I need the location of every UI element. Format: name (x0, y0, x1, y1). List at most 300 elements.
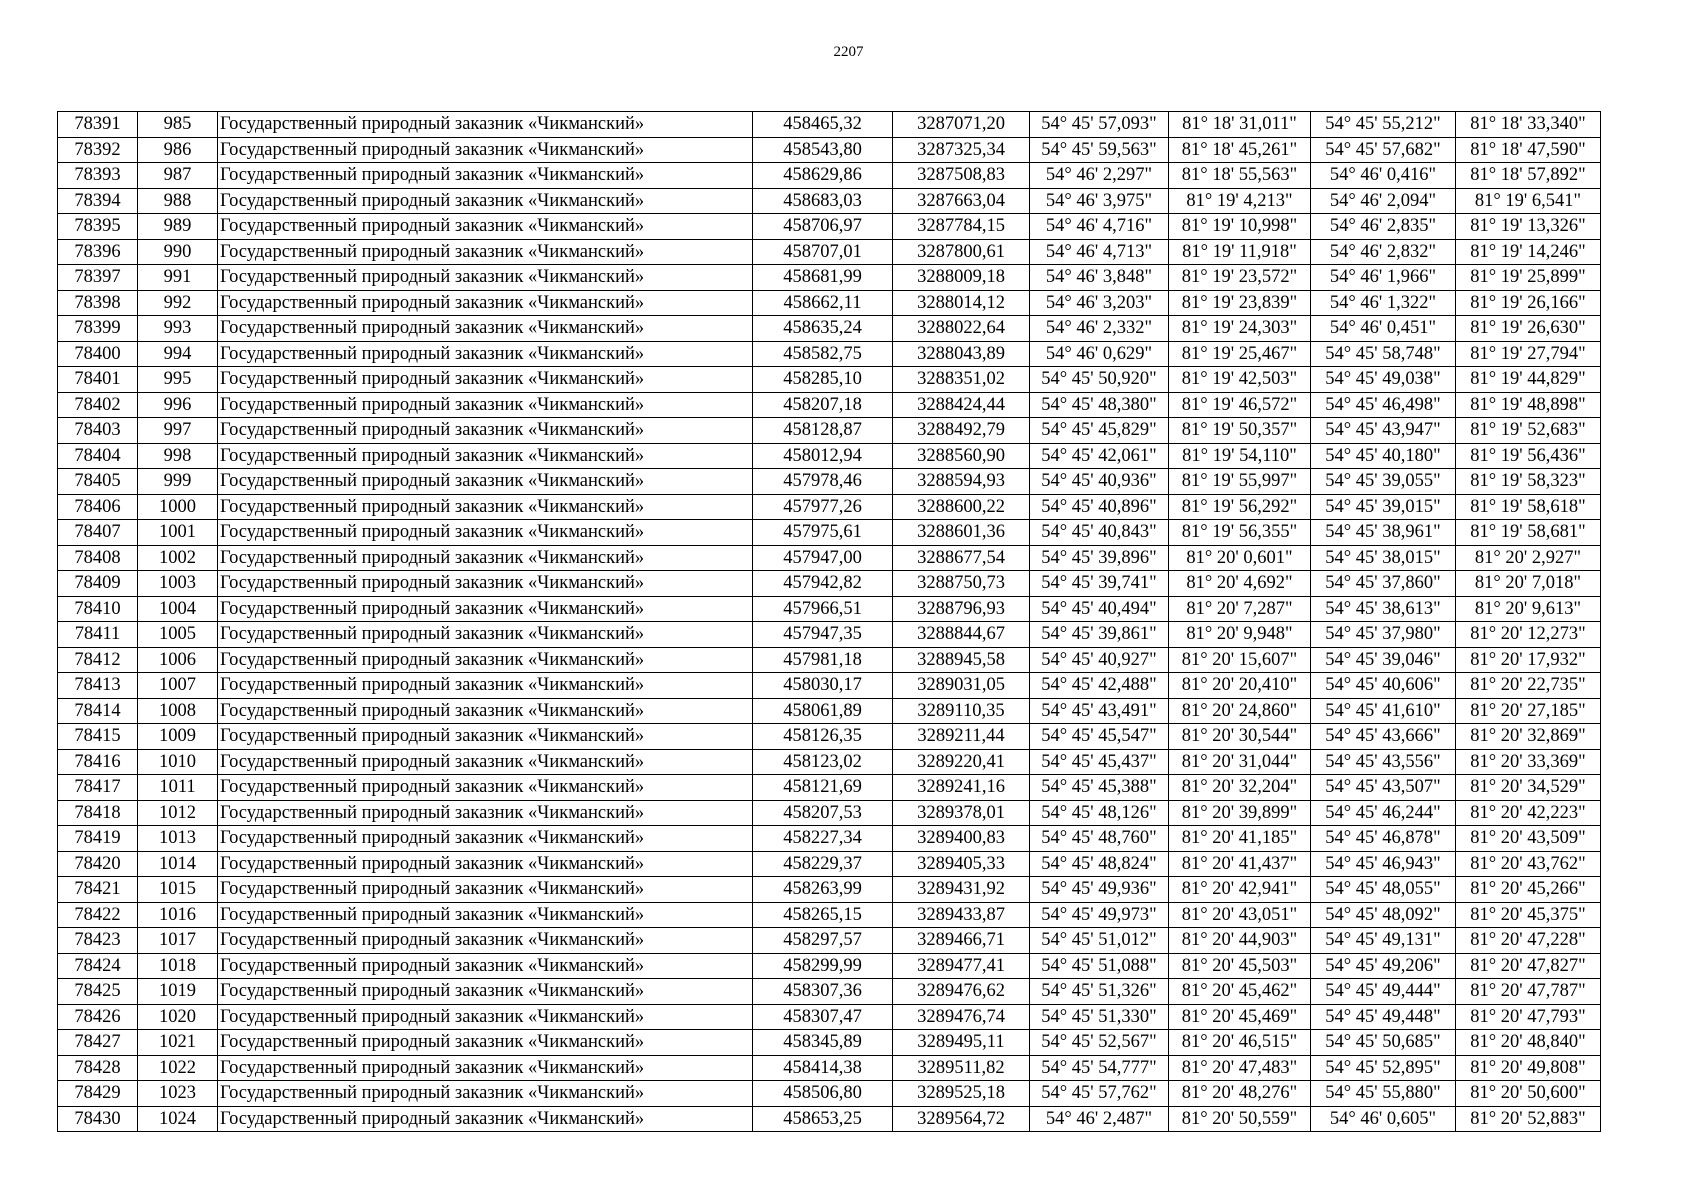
longitude-2-cell: 81° 19' 48,898" (1456, 392, 1601, 418)
table-row (58, 239, 1601, 265)
longitude-2-cell: 81° 19' 13,326" (1456, 214, 1601, 240)
table-row (58, 596, 1601, 622)
longitude-1-cell: 81° 20' 44,903" (1169, 928, 1311, 954)
point-number-cell: 1015 (138, 877, 218, 903)
longitude-1-cell: 81° 18' 55,563" (1169, 163, 1311, 189)
latitude-1-cell: 54° 45' 50,920" (1030, 367, 1169, 393)
point-number-cell: 1009 (138, 724, 218, 750)
coord-y-cell: 3289405,33 (893, 851, 1030, 877)
protected-area-name-cell: Государственный природный заказник «Чикманский» (218, 928, 753, 954)
point-number-cell: 1022 (138, 1055, 218, 1081)
longitude-2-cell: 81° 20' 47,228" (1456, 928, 1601, 954)
table-row (58, 341, 1601, 367)
protected-area-name-cell: Государственный природный заказник «Чикманский» (218, 1030, 753, 1056)
table-row (58, 214, 1601, 240)
point-number-cell: 1016 (138, 902, 218, 928)
latitude-1-cell: 54° 45' 51,088" (1030, 953, 1169, 979)
longitude-1-cell: 81° 19' 55,997" (1169, 469, 1311, 495)
point-number-cell: 1024 (138, 1106, 218, 1132)
longitude-2-cell: 81° 20' 45,266" (1456, 877, 1601, 903)
record-id-cell: 78401 (58, 367, 138, 393)
protected-area-name-cell: Государственный природный заказник «Чикманский» (218, 316, 753, 342)
record-id-cell: 78424 (58, 953, 138, 979)
latitude-2-cell: 54° 45' 48,055" (1311, 877, 1456, 903)
record-id-cell: 78421 (58, 877, 138, 903)
coord-x-cell: 458683,03 (753, 188, 893, 214)
record-id-cell: 78422 (58, 902, 138, 928)
longitude-2-cell: 81° 20' 17,932" (1456, 647, 1601, 673)
record-id-cell: 78407 (58, 520, 138, 546)
coord-y-cell: 3289511,82 (893, 1055, 1030, 1081)
coord-y-cell: 3287325,34 (893, 137, 1030, 163)
coord-x-cell: 458123,02 (753, 749, 893, 775)
coord-y-cell: 3288844,67 (893, 622, 1030, 648)
coord-y-cell: 3288043,89 (893, 341, 1030, 367)
table-row (58, 724, 1601, 750)
latitude-2-cell: 54° 45' 41,610" (1311, 698, 1456, 724)
latitude-2-cell: 54° 45' 37,980" (1311, 622, 1456, 648)
point-number-cell: 1000 (138, 494, 218, 520)
coord-x-cell: 458635,24 (753, 316, 893, 342)
coord-y-cell: 3289495,11 (893, 1030, 1030, 1056)
protected-area-name-cell: Государственный природный заказник «Чикманский» (218, 112, 753, 138)
latitude-2-cell: 54° 45' 58,748" (1311, 341, 1456, 367)
point-number-cell: 1012 (138, 800, 218, 826)
record-id-cell: 78396 (58, 239, 138, 265)
point-number-cell: 994 (138, 341, 218, 367)
coord-y-cell: 3289564,72 (893, 1106, 1030, 1132)
longitude-1-cell: 81° 19' 23,572" (1169, 265, 1311, 291)
protected-area-name-cell: Государственный природный заказник «Чикманский» (218, 418, 753, 444)
latitude-1-cell: 54° 45' 54,777" (1030, 1055, 1169, 1081)
table-row (58, 953, 1601, 979)
latitude-1-cell: 54° 46' 3,203" (1030, 290, 1169, 316)
latitude-1-cell: 54° 45' 40,494" (1030, 596, 1169, 622)
protected-area-name-cell: Государственный природный заказник «Чикманский» (218, 851, 753, 877)
record-id-cell: 78408 (58, 545, 138, 571)
record-id-cell: 78406 (58, 494, 138, 520)
latitude-2-cell: 54° 45' 50,685" (1311, 1030, 1456, 1056)
point-number-cell: 1014 (138, 851, 218, 877)
table-row (58, 647, 1601, 673)
coord-x-cell: 458126,35 (753, 724, 893, 750)
table-row (58, 443, 1601, 469)
protected-area-name-cell: Государственный природный заказник «Чикманский» (218, 775, 753, 801)
record-id-cell: 78425 (58, 979, 138, 1005)
longitude-2-cell: 81° 20' 7,018" (1456, 571, 1601, 597)
table-row (58, 265, 1601, 291)
record-id-cell: 78429 (58, 1081, 138, 1107)
latitude-2-cell: 54° 46' 0,605" (1311, 1106, 1456, 1132)
record-id-cell: 78423 (58, 928, 138, 954)
table-row (58, 392, 1601, 418)
record-id-cell: 78391 (58, 112, 138, 138)
coord-x-cell: 458207,53 (753, 800, 893, 826)
latitude-1-cell: 54° 45' 48,126" (1030, 800, 1169, 826)
latitude-2-cell: 54° 45' 43,507" (1311, 775, 1456, 801)
longitude-1-cell: 81° 18' 31,011" (1169, 112, 1311, 138)
table-row (58, 979, 1601, 1005)
record-id-cell: 78427 (58, 1030, 138, 1056)
latitude-2-cell: 54° 46' 0,416" (1311, 163, 1456, 189)
point-number-cell: 1003 (138, 571, 218, 597)
coord-y-cell: 3288014,12 (893, 290, 1030, 316)
table-row (58, 673, 1601, 699)
protected-area-name-cell: Государственный природный заказник «Чикманский» (218, 520, 753, 546)
coord-x-cell: 458414,38 (753, 1055, 893, 1081)
coord-y-cell: 3288945,58 (893, 647, 1030, 673)
point-number-cell: 1005 (138, 622, 218, 648)
coord-x-cell: 458229,37 (753, 851, 893, 877)
coord-x-cell: 457981,18 (753, 647, 893, 673)
point-number-cell: 999 (138, 469, 218, 495)
longitude-2-cell: 81° 20' 34,529" (1456, 775, 1601, 801)
coord-y-cell: 3288600,22 (893, 494, 1030, 520)
point-number-cell: 996 (138, 392, 218, 418)
longitude-1-cell: 81° 19' 25,467" (1169, 341, 1311, 367)
point-number-cell: 1011 (138, 775, 218, 801)
record-id-cell: 78404 (58, 443, 138, 469)
coordinates-table (57, 111, 1601, 1132)
latitude-2-cell: 54° 45' 55,212" (1311, 112, 1456, 138)
point-number-cell: 990 (138, 239, 218, 265)
coord-x-cell: 458465,32 (753, 112, 893, 138)
longitude-1-cell: 81° 20' 39,899" (1169, 800, 1311, 826)
table-row (58, 775, 1601, 801)
coord-y-cell: 3287071,20 (893, 112, 1030, 138)
longitude-1-cell: 81° 20' 15,607" (1169, 647, 1311, 673)
latitude-2-cell: 54° 45' 49,131" (1311, 928, 1456, 954)
coord-y-cell: 3289110,35 (893, 698, 1030, 724)
coord-y-cell: 3289431,92 (893, 877, 1030, 903)
protected-area-name-cell: Государственный природный заказник «Чикманский» (218, 367, 753, 393)
coord-x-cell: 458582,75 (753, 341, 893, 367)
coord-x-cell: 458121,69 (753, 775, 893, 801)
longitude-2-cell: 81° 19' 14,246" (1456, 239, 1601, 265)
latitude-1-cell: 54° 45' 49,936" (1030, 877, 1169, 903)
longitude-2-cell: 81° 20' 27,185" (1456, 698, 1601, 724)
coord-x-cell: 458265,15 (753, 902, 893, 928)
longitude-2-cell: 81° 20' 50,600" (1456, 1081, 1601, 1107)
protected-area-name-cell: Государственный природный заказник «Чикманский» (218, 545, 753, 571)
latitude-2-cell: 54° 45' 46,498" (1311, 392, 1456, 418)
coord-x-cell: 458012,94 (753, 443, 893, 469)
coord-y-cell: 3289476,74 (893, 1004, 1030, 1030)
longitude-1-cell: 81° 19' 56,292" (1169, 494, 1311, 520)
coord-y-cell: 3289400,83 (893, 826, 1030, 852)
protected-area-name-cell: Государственный природный заказник «Чикманский» (218, 443, 753, 469)
latitude-1-cell: 54° 45' 45,437" (1030, 749, 1169, 775)
record-id-cell: 78392 (58, 137, 138, 163)
longitude-1-cell: 81° 19' 42,503" (1169, 367, 1311, 393)
longitude-1-cell: 81° 19' 23,839" (1169, 290, 1311, 316)
longitude-2-cell: 81° 20' 2,927" (1456, 545, 1601, 571)
coord-y-cell: 3289241,16 (893, 775, 1030, 801)
latitude-1-cell: 54° 45' 39,896" (1030, 545, 1169, 571)
protected-area-name-cell: Государственный природный заказник «Чикманский» (218, 290, 753, 316)
longitude-1-cell: 81° 20' 31,044" (1169, 749, 1311, 775)
longitude-2-cell: 81° 20' 12,273" (1456, 622, 1601, 648)
latitude-2-cell: 54° 46' 2,094" (1311, 188, 1456, 214)
latitude-1-cell: 54° 45' 48,380" (1030, 392, 1169, 418)
coord-x-cell: 458307,36 (753, 979, 893, 1005)
record-id-cell: 78393 (58, 163, 138, 189)
latitude-2-cell: 54° 45' 49,444" (1311, 979, 1456, 1005)
record-id-cell: 78430 (58, 1106, 138, 1132)
longitude-1-cell: 81° 19' 10,998" (1169, 214, 1311, 240)
longitude-1-cell: 81° 19' 4,213" (1169, 188, 1311, 214)
latitude-1-cell: 54° 45' 59,563" (1030, 137, 1169, 163)
latitude-1-cell: 54° 45' 39,861" (1030, 622, 1169, 648)
table-row (58, 1004, 1601, 1030)
coord-x-cell: 458706,97 (753, 214, 893, 240)
point-number-cell: 1001 (138, 520, 218, 546)
record-id-cell: 78426 (58, 1004, 138, 1030)
latitude-2-cell: 54° 46' 2,835" (1311, 214, 1456, 240)
latitude-1-cell: 54° 46' 4,716" (1030, 214, 1169, 240)
coord-x-cell: 457978,46 (753, 469, 893, 495)
longitude-2-cell: 81° 19' 52,683" (1456, 418, 1601, 444)
coord-x-cell: 458128,87 (753, 418, 893, 444)
protected-area-name-cell: Государственный природный заказник «Чикманский» (218, 469, 753, 495)
coord-x-cell: 457942,82 (753, 571, 893, 597)
latitude-2-cell: 54° 45' 37,860" (1311, 571, 1456, 597)
point-number-cell: 992 (138, 290, 218, 316)
longitude-1-cell: 81° 20' 0,601" (1169, 545, 1311, 571)
longitude-1-cell: 81° 20' 20,410" (1169, 673, 1311, 699)
record-id-cell: 78403 (58, 418, 138, 444)
point-number-cell: 998 (138, 443, 218, 469)
latitude-1-cell: 54° 46' 3,848" (1030, 265, 1169, 291)
longitude-2-cell: 81° 20' 52,883" (1456, 1106, 1601, 1132)
page-number: 2207 (833, 44, 864, 60)
table-row (58, 469, 1601, 495)
longitude-2-cell: 81° 20' 9,613" (1456, 596, 1601, 622)
protected-area-name-cell: Государственный природный заказник «Чикманский» (218, 1055, 753, 1081)
coord-y-cell: 3289220,41 (893, 749, 1030, 775)
coord-y-cell: 3287784,15 (893, 214, 1030, 240)
latitude-1-cell: 54° 45' 57,093" (1030, 112, 1169, 138)
protected-area-name-cell: Государственный природный заказник «Чикманский» (218, 902, 753, 928)
table-row (58, 418, 1601, 444)
latitude-1-cell: 54° 45' 43,491" (1030, 698, 1169, 724)
latitude-2-cell: 54° 45' 48,092" (1311, 902, 1456, 928)
coord-x-cell: 458207,18 (753, 392, 893, 418)
point-number-cell: 989 (138, 214, 218, 240)
coord-x-cell: 458629,86 (753, 163, 893, 189)
table-row (58, 316, 1601, 342)
latitude-1-cell: 54° 45' 45,388" (1030, 775, 1169, 801)
coord-y-cell: 3287800,61 (893, 239, 1030, 265)
protected-area-name-cell: Государственный природный заказник «Чикманский» (218, 877, 753, 903)
latitude-1-cell: 54° 45' 51,330" (1030, 1004, 1169, 1030)
record-id-cell: 78409 (58, 571, 138, 597)
latitude-1-cell: 54° 46' 2,332" (1030, 316, 1169, 342)
longitude-1-cell: 81° 20' 30,544" (1169, 724, 1311, 750)
longitude-1-cell: 81° 18' 45,261" (1169, 137, 1311, 163)
latitude-1-cell: 54° 46' 4,713" (1030, 239, 1169, 265)
coord-y-cell: 3287663,04 (893, 188, 1030, 214)
table-row (58, 800, 1601, 826)
protected-area-name-cell: Государственный природный заказник «Чикманский» (218, 1106, 753, 1132)
latitude-2-cell: 54° 45' 55,880" (1311, 1081, 1456, 1107)
latitude-1-cell: 54° 45' 40,843" (1030, 520, 1169, 546)
latitude-2-cell: 54° 45' 52,895" (1311, 1055, 1456, 1081)
longitude-2-cell: 81° 18' 33,340" (1456, 112, 1601, 138)
longitude-2-cell: 81° 20' 49,808" (1456, 1055, 1601, 1081)
protected-area-name-cell: Государственный природный заказник «Чикманский» (218, 673, 753, 699)
point-number-cell: 985 (138, 112, 218, 138)
protected-area-name-cell: Государственный природный заказник «Чикманский» (218, 826, 753, 852)
coord-y-cell: 3289433,87 (893, 902, 1030, 928)
longitude-1-cell: 81° 20' 42,941" (1169, 877, 1311, 903)
table-row (58, 928, 1601, 954)
record-id-cell: 78398 (58, 290, 138, 316)
longitude-1-cell: 81° 20' 45,469" (1169, 1004, 1311, 1030)
coord-y-cell: 3288424,44 (893, 392, 1030, 418)
longitude-2-cell: 81° 19' 56,436" (1456, 443, 1601, 469)
coord-y-cell: 3288351,02 (893, 367, 1030, 393)
coord-x-cell: 457947,00 (753, 545, 893, 571)
protected-area-name-cell: Государственный природный заказник «Чикманский» (218, 724, 753, 750)
coord-x-cell: 458030,17 (753, 673, 893, 699)
longitude-2-cell: 81° 19' 27,794" (1456, 341, 1601, 367)
protected-area-name-cell: Государственный природный заказник «Чикманский» (218, 800, 753, 826)
longitude-1-cell: 81° 20' 45,503" (1169, 953, 1311, 979)
latitude-2-cell: 54° 45' 40,606" (1311, 673, 1456, 699)
coord-y-cell: 3289466,71 (893, 928, 1030, 954)
point-number-cell: 1006 (138, 647, 218, 673)
longitude-1-cell: 81° 20' 41,185" (1169, 826, 1311, 852)
table-row (58, 1106, 1601, 1132)
point-number-cell: 1021 (138, 1030, 218, 1056)
coord-x-cell: 458543,80 (753, 137, 893, 163)
point-number-cell: 1019 (138, 979, 218, 1005)
coord-y-cell: 3289211,44 (893, 724, 1030, 750)
record-id-cell: 78414 (58, 698, 138, 724)
latitude-2-cell: 54° 46' 0,451" (1311, 316, 1456, 342)
coord-x-cell: 458662,11 (753, 290, 893, 316)
protected-area-name-cell: Государственный природный заказник «Чикманский» (218, 622, 753, 648)
longitude-2-cell: 81° 20' 47,787" (1456, 979, 1601, 1005)
point-number-cell: 1013 (138, 826, 218, 852)
point-number-cell: 1018 (138, 953, 218, 979)
record-id-cell: 78400 (58, 341, 138, 367)
point-number-cell: 993 (138, 316, 218, 342)
record-id-cell: 78410 (58, 596, 138, 622)
longitude-1-cell: 81° 20' 43,051" (1169, 902, 1311, 928)
longitude-2-cell: 81° 20' 43,762" (1456, 851, 1601, 877)
coord-x-cell: 458681,99 (753, 265, 893, 291)
table-row (58, 545, 1601, 571)
latitude-1-cell: 54° 45' 39,741" (1030, 571, 1169, 597)
longitude-2-cell: 81° 20' 33,369" (1456, 749, 1601, 775)
record-id-cell: 78405 (58, 469, 138, 495)
longitude-2-cell: 81° 20' 45,375" (1456, 902, 1601, 928)
record-id-cell: 78411 (58, 622, 138, 648)
coord-y-cell: 3288022,64 (893, 316, 1030, 342)
coord-x-cell: 458707,01 (753, 239, 893, 265)
protected-area-name-cell: Государственный природный заказник «Чикманский» (218, 596, 753, 622)
table-row (58, 112, 1601, 138)
table-row (58, 1081, 1601, 1107)
table-row (58, 571, 1601, 597)
longitude-2-cell: 81° 20' 43,509" (1456, 826, 1601, 852)
point-number-cell: 1020 (138, 1004, 218, 1030)
coord-y-cell: 3288560,90 (893, 443, 1030, 469)
coord-x-cell: 458297,57 (753, 928, 893, 954)
point-number-cell: 995 (138, 367, 218, 393)
longitude-2-cell: 81° 20' 47,793" (1456, 1004, 1601, 1030)
point-number-cell: 1007 (138, 673, 218, 699)
latitude-2-cell: 54° 45' 46,244" (1311, 800, 1456, 826)
latitude-1-cell: 54° 45' 57,762" (1030, 1081, 1169, 1107)
record-id-cell: 78416 (58, 749, 138, 775)
coord-y-cell: 3288009,18 (893, 265, 1030, 291)
latitude-2-cell: 54° 45' 46,878" (1311, 826, 1456, 852)
protected-area-name-cell: Государственный природный заказник «Чикманский» (218, 494, 753, 520)
latitude-2-cell: 54° 46' 1,322" (1311, 290, 1456, 316)
latitude-1-cell: 54° 45' 48,760" (1030, 826, 1169, 852)
table-row (58, 290, 1601, 316)
longitude-1-cell: 81° 19' 56,355" (1169, 520, 1311, 546)
point-number-cell: 1004 (138, 596, 218, 622)
protected-area-name-cell: Государственный природный заказник «Чикманский» (218, 571, 753, 597)
latitude-2-cell: 54° 45' 40,180" (1311, 443, 1456, 469)
coord-x-cell: 458307,47 (753, 1004, 893, 1030)
coord-x-cell: 457966,51 (753, 596, 893, 622)
record-id-cell: 78402 (58, 392, 138, 418)
point-number-cell: 986 (138, 137, 218, 163)
longitude-2-cell: 81° 18' 57,892" (1456, 163, 1601, 189)
longitude-1-cell: 81° 20' 48,276" (1169, 1081, 1311, 1107)
point-number-cell: 1023 (138, 1081, 218, 1107)
record-id-cell: 78412 (58, 647, 138, 673)
coord-x-cell: 458061,89 (753, 698, 893, 724)
latitude-1-cell: 54° 45' 40,896" (1030, 494, 1169, 520)
coord-y-cell: 3288796,93 (893, 596, 1030, 622)
record-id-cell: 78420 (58, 851, 138, 877)
longitude-1-cell: 81° 20' 32,204" (1169, 775, 1311, 801)
longitude-1-cell: 81° 20' 46,515" (1169, 1030, 1311, 1056)
point-number-cell: 1010 (138, 749, 218, 775)
latitude-2-cell: 54° 45' 43,666" (1311, 724, 1456, 750)
latitude-2-cell: 54° 45' 49,448" (1311, 1004, 1456, 1030)
latitude-2-cell: 54° 45' 49,206" (1311, 953, 1456, 979)
record-id-cell: 78419 (58, 826, 138, 852)
longitude-2-cell: 81° 19' 58,618" (1456, 494, 1601, 520)
coord-y-cell: 3288492,79 (893, 418, 1030, 444)
latitude-2-cell: 54° 45' 43,556" (1311, 749, 1456, 775)
protected-area-name-cell: Государственный природный заказник «Чикманский» (218, 188, 753, 214)
table-row (58, 622, 1601, 648)
table-row (58, 851, 1601, 877)
protected-area-name-cell: Государственный природный заказник «Чикманский» (218, 749, 753, 775)
latitude-2-cell: 54° 45' 43,947" (1311, 418, 1456, 444)
latitude-1-cell: 54° 45' 45,547" (1030, 724, 1169, 750)
record-id-cell: 78428 (58, 1055, 138, 1081)
coord-x-cell: 458653,25 (753, 1106, 893, 1132)
latitude-2-cell: 54° 45' 38,613" (1311, 596, 1456, 622)
point-number-cell: 1002 (138, 545, 218, 571)
protected-area-name-cell: Государственный природный заказник «Чикманский» (218, 341, 753, 367)
table-row (58, 520, 1601, 546)
record-id-cell: 78418 (58, 800, 138, 826)
longitude-1-cell: 81° 19' 50,357" (1169, 418, 1311, 444)
longitude-2-cell: 81° 19' 6,541" (1456, 188, 1601, 214)
longitude-1-cell: 81° 20' 41,437" (1169, 851, 1311, 877)
protected-area-name-cell: Государственный природный заказник «Чикманский» (218, 953, 753, 979)
